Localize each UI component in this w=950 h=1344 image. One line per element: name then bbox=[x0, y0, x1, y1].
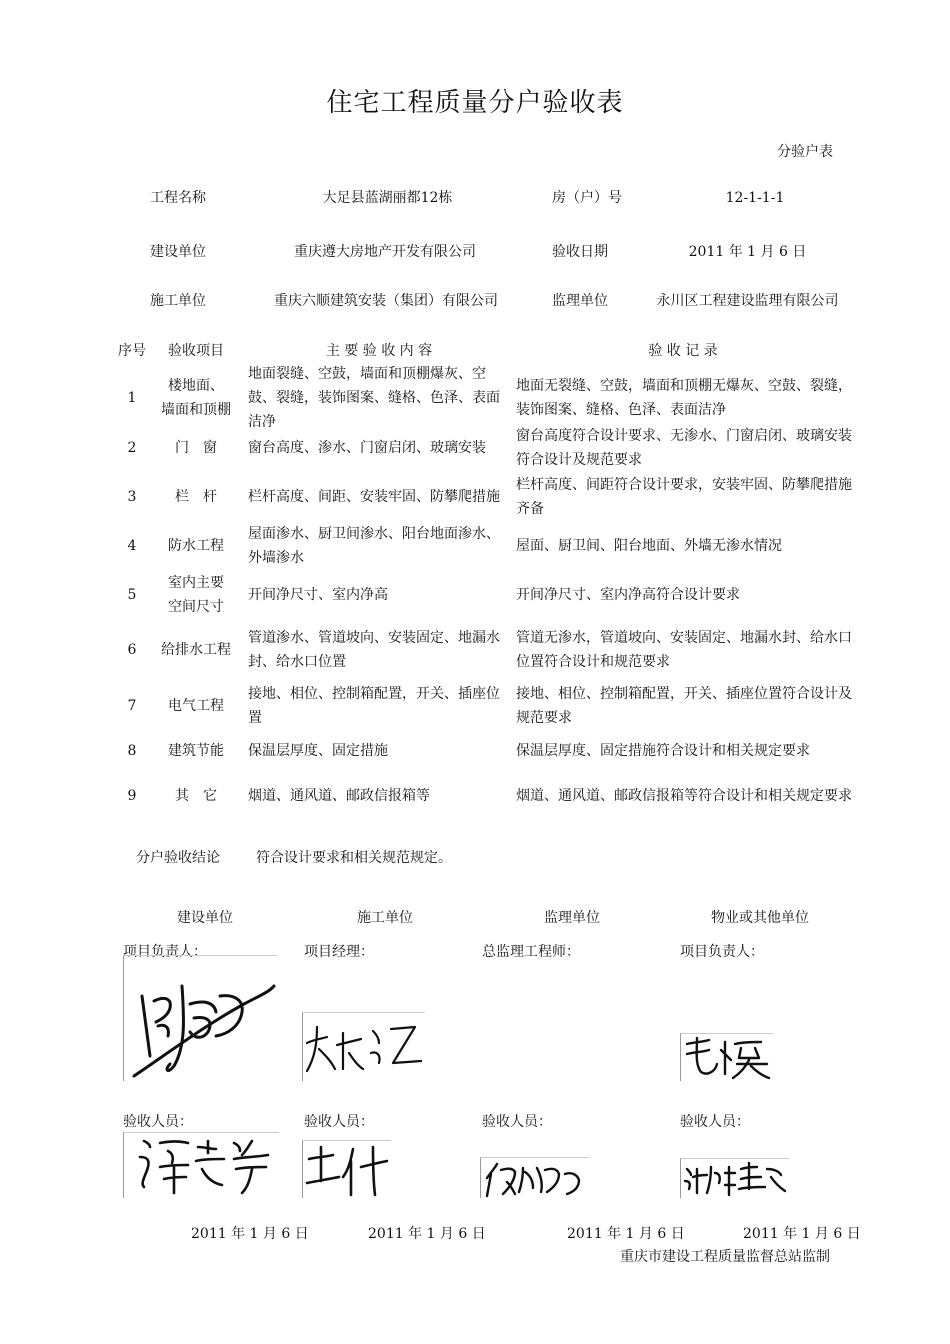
role-builder-inspector: 验收人员： bbox=[123, 1114, 193, 1130]
row-content: 开间净尺寸、室内净高 bbox=[248, 587, 388, 603]
row-record: 接地、相位、控制箱配置，开关、插座位置符合设计及规范要求 bbox=[516, 686, 852, 726]
row-item: 其 它 bbox=[175, 788, 217, 804]
contractor-label: 施工单位 bbox=[150, 293, 206, 309]
acceptance-date-label: 验收日期 bbox=[552, 244, 608, 260]
row-record: 地面无裂缝、空鼓，墙面和顶棚无爆灰、空鼓、裂缝，装饰图案、缝格、色泽、表面洁净 bbox=[516, 378, 852, 418]
unit-contractor: 施工单位 bbox=[357, 910, 413, 926]
room-no-value: 12-1-1-1 bbox=[725, 190, 785, 206]
role-property-leader: 项目负责人： bbox=[680, 944, 764, 960]
supervisor-label: 监理单位 bbox=[552, 293, 608, 309]
row-content: 接地、相位、控制箱配置，开关、插座位置 bbox=[248, 686, 500, 726]
row-item: 建筑节能 bbox=[168, 743, 224, 759]
signature-property-leader bbox=[680, 1033, 774, 1081]
row-item: 给排水工程 bbox=[161, 642, 231, 658]
builder-value: 重庆遵大房地产开发有限公司 bbox=[294, 244, 476, 260]
date-contractor: 2011 年 1 月 6 日 bbox=[368, 1226, 486, 1242]
signature-contractor-inspector bbox=[302, 1140, 391, 1198]
row-content: 栏杆高度、间距、安装牢固、防攀爬措施 bbox=[248, 489, 500, 505]
row-number: 8 bbox=[127, 743, 137, 759]
conclusion-label: 分户验收结论 bbox=[136, 850, 220, 866]
supervisor-value: 永川区工程建设监理有限公司 bbox=[656, 293, 839, 309]
role-contractor-inspector: 验收人员： bbox=[304, 1114, 374, 1130]
row-record: 开间净尺寸、室内净高符合设计要求 bbox=[516, 587, 740, 603]
signature-property-inspector bbox=[680, 1158, 789, 1198]
unit-supervisor: 监理单位 bbox=[544, 910, 600, 926]
row-content: 管道渗水、管道坡向、安装固定、地漏水封、给水口位置 bbox=[248, 630, 500, 670]
project-name-label: 工程名称 bbox=[150, 190, 206, 206]
unit-builder: 建设单位 bbox=[177, 910, 233, 926]
row-record: 管道无渗水，管道坡向、安装固定、地漏水封、给水口位置符合设计和规范要求 bbox=[516, 630, 852, 670]
contractor-value: 重庆六顺建筑安装（集团）有限公司 bbox=[274, 293, 498, 309]
row-item: 门 窗 bbox=[175, 440, 217, 456]
signature-builder-inspector bbox=[123, 1132, 279, 1198]
signature-contractor-manager bbox=[302, 1012, 425, 1081]
row-number: 6 bbox=[127, 642, 137, 658]
row-number: 7 bbox=[127, 698, 137, 714]
role-supervisor-inspector: 验收人员： bbox=[482, 1114, 552, 1130]
row-record: 烟道、通风道、邮政信报箱等符合设计和相关规定要求 bbox=[516, 788, 852, 804]
row-record: 栏杆高度、间距符合设计要求，安装牢固、防攀爬措施齐备 bbox=[516, 477, 852, 517]
header-no: 序号 bbox=[118, 343, 146, 359]
role-contractor-manager: 项目经理： bbox=[304, 944, 374, 960]
row-content: 地面裂缝、空鼓，墙面和顶棚爆灰、空鼓、裂缝，装饰图案、缝格、色泽、表面洁净 bbox=[248, 366, 500, 430]
header-content: 主 要 验 收 内 容 bbox=[325, 343, 433, 359]
row-content: 窗台高度、渗水、门窗启闭、玻璃安装 bbox=[248, 440, 486, 456]
row-number: 3 bbox=[127, 489, 137, 505]
row-content: 屋面渗水、厨卫间渗水、阳台地面渗水、外墙渗水 bbox=[248, 526, 500, 566]
row-content: 烟道、通风道、邮政信报箱等 bbox=[248, 788, 430, 804]
row-number: 5 bbox=[127, 587, 137, 603]
issuer-footer: 重庆市建设工程质量监督总站监制 bbox=[620, 1249, 830, 1265]
row-number: 1 bbox=[127, 390, 137, 406]
date-property: 2011 年 1 月 6 日 bbox=[743, 1226, 861, 1242]
row-record: 保温层厚度、固定措施符合设计和相关规定要求 bbox=[516, 743, 810, 759]
room-no-label: 房（户）号 bbox=[552, 190, 622, 206]
signature-builder-leader bbox=[123, 955, 277, 1081]
header-record: 验 收 记 录 bbox=[648, 343, 718, 359]
project-name-value: 大足县蓝湖丽都12栋 bbox=[322, 190, 453, 206]
row-record: 屋面、厨卫间、阳台地面、外墙无渗水情况 bbox=[516, 538, 782, 554]
role-property-inspector: 验收人员： bbox=[680, 1114, 750, 1130]
row-number: 4 bbox=[127, 538, 137, 554]
acceptance-date-value: 2011 年 1 月 6 日 bbox=[688, 244, 807, 260]
signature-supervisor-inspector bbox=[480, 1157, 589, 1198]
page-title: 住宅工程质量分户验收表 bbox=[326, 88, 624, 118]
unit-property: 物业或其他单位 bbox=[711, 910, 809, 926]
header-item: 验收项目 bbox=[168, 343, 224, 359]
conclusion-text: 符合设计要求和相关规范规定。 bbox=[256, 850, 452, 866]
form-code: 分验户表 bbox=[777, 144, 833, 160]
row-number: 2 bbox=[127, 440, 137, 456]
row-item: 楼地面、 墙面和顶棚 bbox=[161, 378, 231, 418]
builder-label: 建设单位 bbox=[150, 244, 206, 260]
row-item: 栏 杆 bbox=[175, 489, 217, 505]
row-content: 保温层厚度、固定措施 bbox=[248, 743, 388, 759]
row-number: 9 bbox=[127, 788, 137, 804]
row-item: 室内主要 空间尺寸 bbox=[168, 575, 224, 615]
role-chief-supervisor: 总监理工程师： bbox=[482, 944, 580, 960]
row-record: 窗台高度符合设计要求、无渗水、门窗启闭、玻璃安装符合设计及规范要求 bbox=[516, 428, 852, 468]
role-builder-leader: 项目负责人： bbox=[123, 944, 207, 960]
row-item: 电气工程 bbox=[168, 698, 224, 714]
date-supervisor: 2011 年 1 月 6 日 bbox=[567, 1226, 685, 1242]
row-item: 防水工程 bbox=[168, 538, 224, 554]
date-builder: 2011 年 1 月 6 日 bbox=[191, 1226, 309, 1242]
